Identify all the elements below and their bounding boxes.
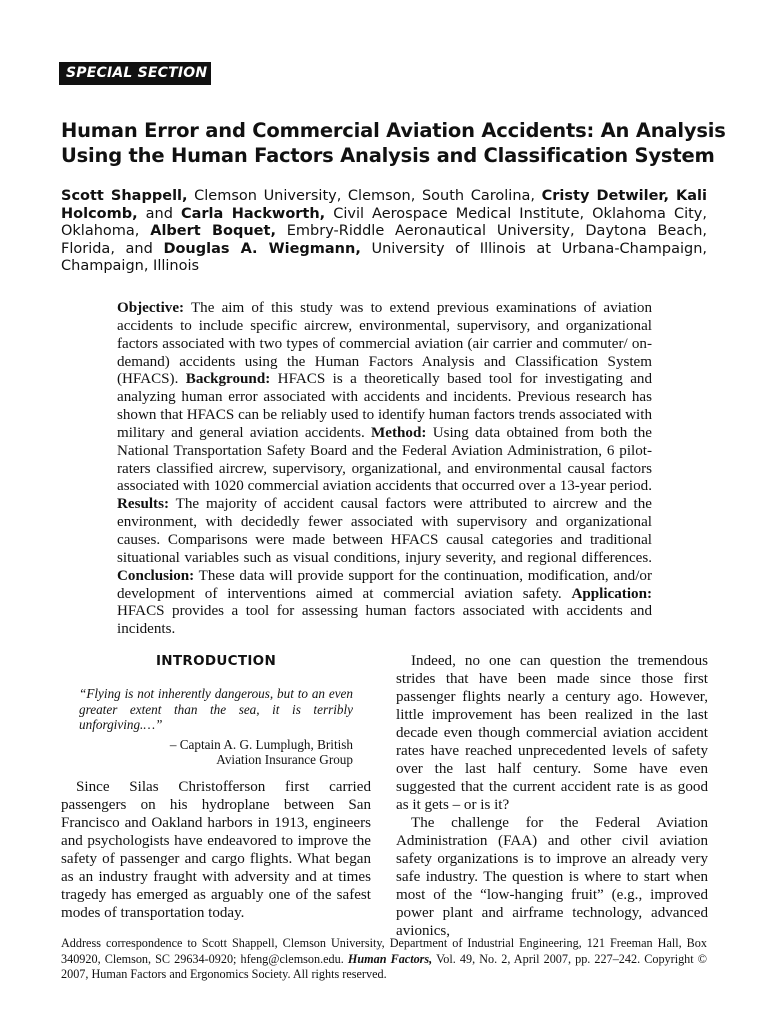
attribution-line-1: – Captain A. G. Lumplugh, British	[169, 736, 353, 752]
abstract-method-label: Method:	[371, 424, 427, 441]
author-affiliation: Embry-Riddle Aeronautical University, Daytona Beach, Florida, and	[61, 223, 707, 257]
journal-name: Human Factors,	[347, 951, 433, 966]
epigraph-attribution	[61, 737, 353, 768]
abstract	[117, 300, 652, 639]
article-title-line-2: Using the Human Factors Analysis and Classification System	[61, 144, 715, 167]
author-list	[61, 188, 707, 276]
article-title-line-1: Human Error and Commercial Aviation Accidents: An Analysis	[61, 119, 726, 142]
abstract-application-label: Application:	[571, 585, 652, 602]
author-affiliation: Clemson University, Clemson, South Carolina,	[187, 188, 542, 204]
footnote-citation: Vol. 49, No. 2, April 2007, pp. 227–242. Copyright © 2007, Human Factors and Ergonomics Society. All rights reserved.	[61, 951, 707, 981]
abstract-application-text: HFACS provides a tool for assessing human factors associated with accidents and incidents.	[117, 603, 652, 638]
footnote-address: Address correspondence to Scott Shappell, Clemson University, Department of Industrial Engineering, 121 Freeman Hall, Box 340920, Clemson, SC 29634-0920; hfeng@clemson.edu.	[61, 936, 707, 966]
right-column	[396, 652, 708, 940]
author-name: Albert Boquet,	[150, 223, 276, 240]
abstract-results-label: Results:	[117, 496, 169, 513]
abstract-results-text: The majority of accident causal factors were attributed to aircrew and the environment, with decidedly fewer associated with supervisory and organizational causes. Comparisons were made between HFACS causal categories and traditional situational variables such as visual conditions, injury severity, and regional differences.	[117, 496, 652, 566]
abstract-conclusion-text: These data will provide support for the continuation, modification, and/or development of interventions aimed at commercial aviation safety.	[117, 567, 652, 602]
section-label-badge: SPECIAL SECTION	[59, 62, 211, 85]
author-name: Scott Shappell,	[61, 188, 188, 204]
correspondence-footnote	[61, 936, 707, 983]
abstract-objective-label: Objective:	[117, 300, 185, 316]
author-affiliation: Civil Aerospace Medical Institute, Oklahoma City, Oklahoma,	[61, 205, 707, 240]
abstract-conclusion-label: Conclusion:	[117, 567, 195, 584]
epigraph-quote: “Flying is not inherently dangerous, but to an even greater extent than the sea, it is terribly unforgiving.…”	[79, 686, 353, 732]
introduction-heading: INTRODUCTION	[155, 653, 277, 669]
left-column	[61, 652, 371, 922]
article-title	[61, 118, 726, 168]
attribution-line-2: Aviation Insurance Group	[216, 752, 353, 767]
author-separator: and	[137, 205, 181, 222]
body-paragraph-2: Indeed, no one can question the tremendous strides that have been made since those first passenger flights nearly a century ago. However, little improvement has been realized in the last decade even though commercial aviation accident rates have reached unprecedented levels of safety over the last half century. Some have even suggested that the current accident rate is as good as it gets – or is it?	[396, 653, 708, 813]
author-name: Cristy Detwiler, Kali Holcomb,	[61, 188, 707, 222]
author-name: Carla Hackworth,	[180, 205, 326, 222]
abstract-background-label: Background:	[185, 371, 271, 388]
abstract-background-text: HFACS is a theoretically based tool for investigating and analyzing human error associated with accidents and incidents. Previous research has shown that HFACS can be reliably used to identify human factors trends associated with military and general aviation accidents.	[117, 371, 652, 441]
author-affiliation: University of Illinois at Urbana-Champaign, Champaign, Illinois	[61, 240, 707, 275]
body-paragraph-1: Since Silas Christofferson first carried passengers on his hydroplane between San Francisco and Oakland harbors in 1913, engineers and psychologists have endeavored to improve the safety of passenger and cargo flights. What began as an industry fraught with adversity and at times tragedy has emerged as arguably one of the safest modes of transportation today.	[61, 778, 371, 921]
author-name: Douglas A. Wiegmann,	[163, 240, 361, 257]
body-paragraph-3: The challenge for the Federal Aviation Administration (FAA) and other civil aviation safety organizations is to improve an already very safe industry. The question is where to start when most of the “low-hanging fruit” (e.g., improved power plant and airframe technology, advanced avionics,	[396, 815, 708, 939]
abstract-method-text: Using data obtained from both the National Transportation Safety Board and the Federal Aviation Administration, 6 pilot-raters classified aircrew, supervisory, organizational, and environmental causal factors associated with 1020 commercial aviation accidents that occurred over a 13-year period.	[117, 424, 652, 495]
abstract-objective-text: The aim of this study was to extend previous examinations of aviation accidents to include specific aircrew, environmental, supervisory, and organizational factors associated with two types of commercial aviation (air carrier and commuter/ on-demand) accidents using the Human Factors Analysis and Classification System (HFACS).	[117, 300, 652, 388]
